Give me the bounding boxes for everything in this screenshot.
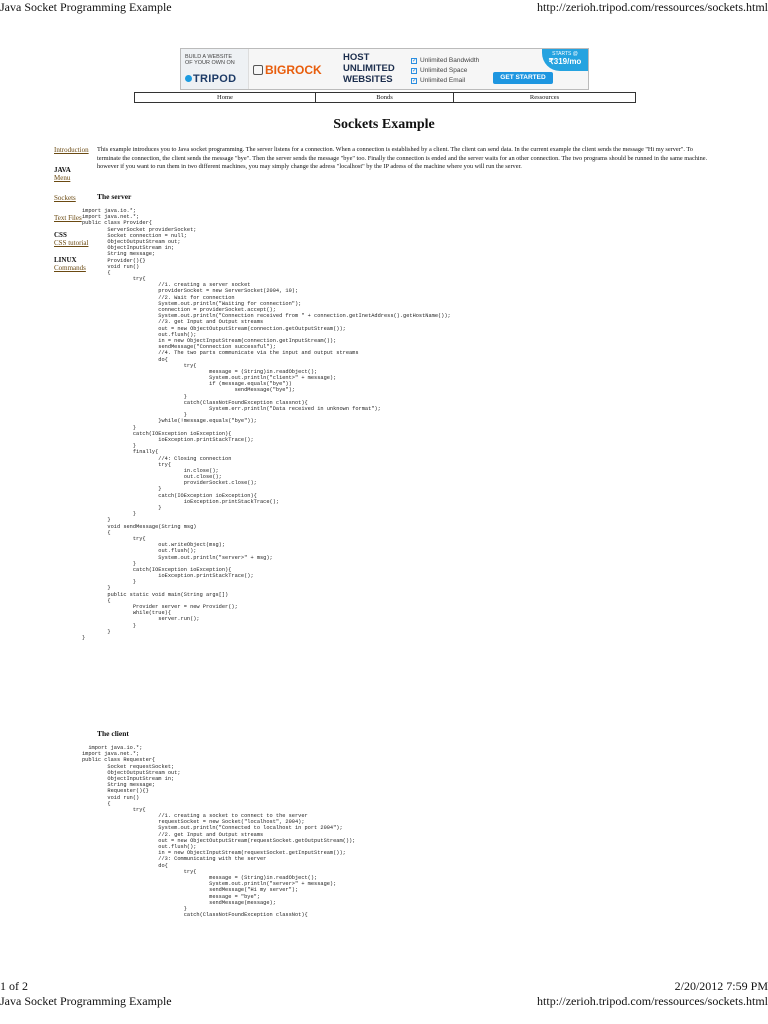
intro-paragraph: This example introduces you to Java socket programming. The server listens for a connection. When a connection is established by a client. The client can send data. In the current example the client sends the message "Hi my server". To terminate the connection, the client sends the message "bye". Then the server sends the message "bye" too. Finally the connection is ended and the server waits for an other connection. The two programs should be runned in the same machine. however if you want to run them in two different machines, you may simply change the adress "localhost" by the IP adress of the machine where you will run the server. xyxy=(97,146,708,170)
server-heading-wrap xyxy=(97,193,715,203)
top-nav xyxy=(134,92,636,103)
sidebar-heading-linux: LINUX xyxy=(54,256,77,264)
print-footer-title: Java Socket Programming Example xyxy=(0,994,172,1008)
sidebar-link-css-tutorial[interactable]: CSS tutorial xyxy=(54,239,89,247)
advertisement-banner[interactable] xyxy=(180,48,589,90)
host-unlimited-text: HOST UNLIMITED WEBSITES xyxy=(343,52,395,85)
sidebar-link-sockets[interactable]: Sockets xyxy=(54,194,76,202)
tripod-tagline: BUILD A WEBSITE OF YOUR OWN ON xyxy=(185,54,235,66)
print-footer-bottom xyxy=(0,994,768,1010)
nav-item-home[interactable]: Home xyxy=(135,93,316,102)
server-code-block: import java.io.*; import java.net.*; public class Provider{ ServerSocket providerSocket; Socket connection = null; ObjectOutputStream out; ObjectInputStream in; String message; Provider(){} void run() { try{ //1. creating a server socket providerSocket = new ServerSocket(2004, 10); //2. Wait for connection System.out.println("Waiting for connection"); connection = providerSocket.accept(); System.out.println("Connection received from " + connection.getInetAddress().getHostName()); //3. get Input and Output streams out = new ObjectOutputStream(connection.getOutputStream()); out.flush(); in = new ObjectInputStream(connection.getInputStream()); sendMessage("Connection successful"); //4. The two parts communicate via the input and output streams do{ try{ message = (String)in.readObject(); System.out.println("client>" + message); if (message.equals("bye")) sendMessage("bye"); } catch(ClassNotFoundException classnot){ System.err.println("Data received in unknown format"); } }while(!message.equals("bye")); } catch(IOException ioException){ ioException.printStackTrace(); } finally{ //4: Closing connection try{ in.close(); out.close(); providerSocket.close(); } catch(IOException ioException){ ioException.printStackTrace(); } } } void sendMessage(String msg) { try{ out.writeObject(msg); out.flush(); System.out.println("server>" + msg); } catch(IOException ioException){ ioException.printStackTrace(); } } public static void main(String args[]) { Provider server = new Provider(); while(true){ server.run(); } } } xyxy=(82,208,451,641)
print-header-title: Java Socket Programming Example xyxy=(0,0,172,14)
client-heading: The client xyxy=(97,729,129,738)
sidebar-heading-java: JAVA xyxy=(54,166,71,174)
sidebar-link-menu[interactable]: Menu xyxy=(54,174,71,182)
tripod-dot-icon xyxy=(185,75,192,82)
sidebar-link-commands[interactable]: Commands xyxy=(54,264,86,272)
feature-item: ✓ Unlimited Email xyxy=(412,77,466,84)
check-icon: ✓ xyxy=(412,78,418,84)
bigrock-mark-icon xyxy=(253,65,263,75)
print-header-url: http://zerioh.tripod.com/ressources/sockets.html xyxy=(537,0,768,14)
sidebar-heading-css: CSS xyxy=(54,231,67,239)
get-started-button[interactable]: GET STARTED xyxy=(493,72,553,84)
main-content xyxy=(97,146,715,172)
print-footer-top xyxy=(0,979,768,993)
nav-item-ressources[interactable]: Ressources xyxy=(529,94,560,101)
sidebar-link-introduction[interactable]: Introduction xyxy=(54,146,89,154)
check-icon: ✓ xyxy=(412,68,418,74)
print-header xyxy=(0,0,768,16)
price-starts-label: STARTS @ xyxy=(552,51,578,57)
sidebar-link-text-files[interactable]: Text Files xyxy=(54,214,82,222)
feature-item: ✓ Unlimited Bandwidth xyxy=(412,57,480,64)
tripod-ad-panel[interactable] xyxy=(181,49,249,89)
price-value: ₹319/mo xyxy=(548,57,582,66)
check-icon: ✓ xyxy=(412,58,418,64)
tripod-logo: TRIPOD xyxy=(185,73,236,85)
client-code-block: import java.io.*; import java.net.*; public class Requester{ Socket requestSocket; ObjectOutputStream out; ObjectInputStream in; String message; Requester(){} void run() { try{ //1. creating a socket to connect to the server requestSocket = new Socket("localhost", 2004); System.out.println("Connected to localhost in port 2004"); //2. get Input and Output streams out = new ObjectOutputStream(requestSocket.getOutputStream()); out.flush(); in = new ObjectInputStream(requestSocket.getInputStream()); //3: Communicating with the server do{ try{ message = (String)in.readObject(); System.out.println("server>" + message); sendMessage("Hi my server"); message = "bye"; sendMessage(message); } catch(ClassNotFoundException classNot){ xyxy=(82,745,356,919)
page-title: Sockets Example xyxy=(333,117,435,132)
client-heading-wrap xyxy=(97,730,715,740)
feature-item: ✓ Unlimited Space xyxy=(412,67,468,74)
feature-list xyxy=(411,56,479,86)
nav-item-bonds[interactable]: Bonds xyxy=(316,93,454,102)
server-heading: The server xyxy=(97,192,132,201)
print-footer-url: http://zerioh.tripod.com/ressources/sockets.html xyxy=(537,994,768,1008)
price-badge xyxy=(542,49,588,71)
print-datetime: 2/20/2012 7:59 PM xyxy=(674,979,768,993)
page-number: 1 of 2 xyxy=(0,979,28,993)
bigrock-logo: BIGROCK xyxy=(253,61,333,79)
